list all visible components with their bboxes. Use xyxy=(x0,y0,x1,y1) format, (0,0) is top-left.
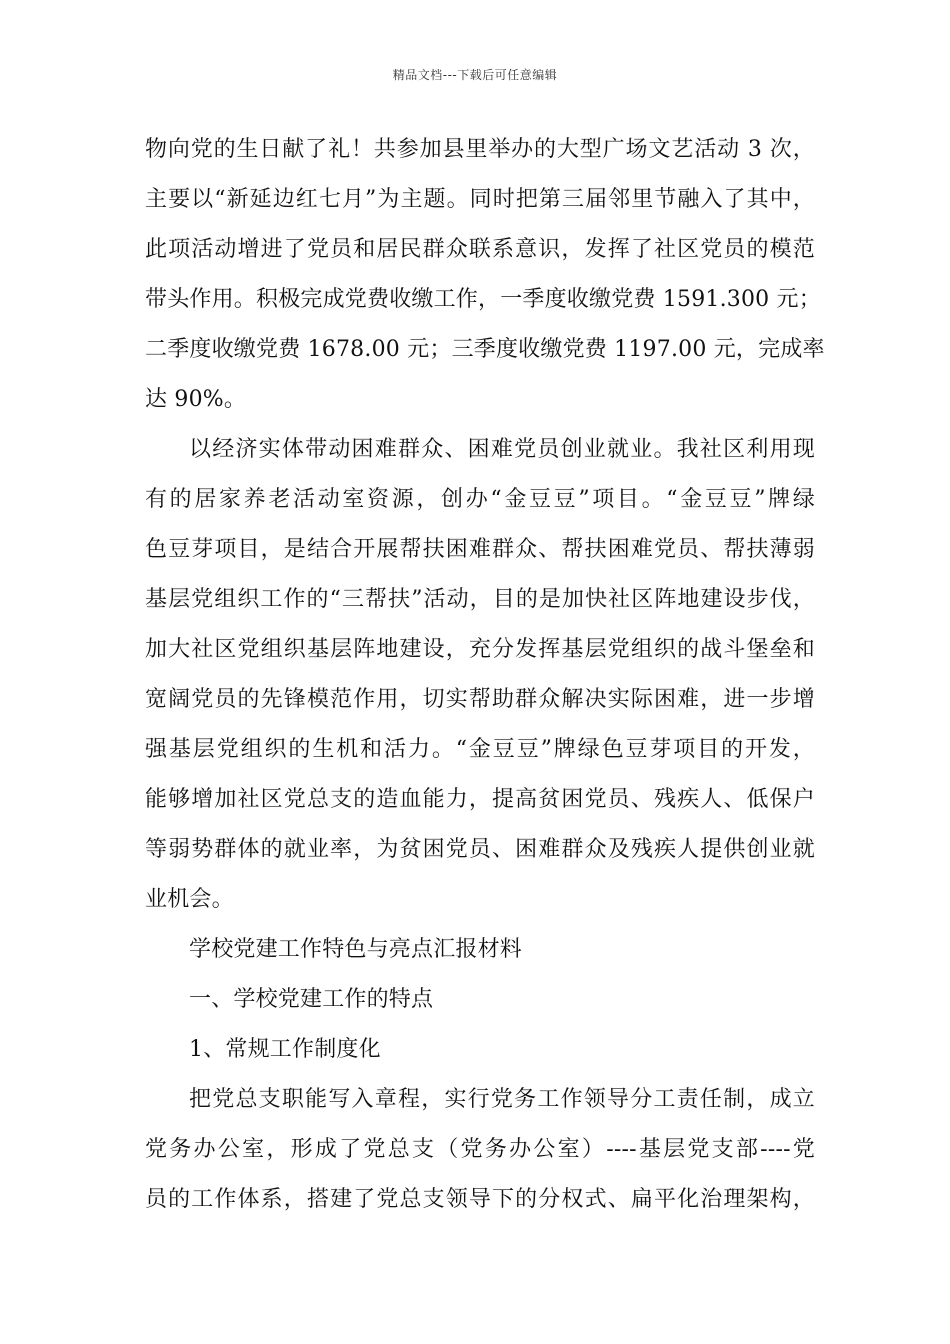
text-line: 物向党的生日献了礼！共参加县里举办的大型广场文艺活动 3 次， xyxy=(145,137,815,162)
text-line: 达 90%。 xyxy=(145,387,247,412)
text-line: 色豆芽项目，是结合开展帮扶困难群众、帮扶困难党员、帮扶薄弱 xyxy=(145,537,815,562)
text-line: 强基层党组织的生机和活力。“金豆豆”牌绿色豆芽项目的开发， xyxy=(145,737,815,762)
text-line: 1、常规工作制度化 xyxy=(189,1037,381,1062)
text-line: 等弱势群体的就业率，为贫困党员、困难群众及残疾人提供创业就 xyxy=(145,837,815,862)
text-line: 加大社区党组织基层阵地建设，充分发挥基层党组织的战斗堡垒和 xyxy=(145,637,815,662)
text-line: 业机会。 xyxy=(145,887,234,912)
text-line: 主要以“新延边红七月”为主题。同时把第三届邻里节融入了其中， xyxy=(145,187,815,212)
text-line: 一、学校党建工作的特点 xyxy=(189,987,434,1012)
text-line: 有的居家养老活动室资源，创办“金豆豆”项目。“金豆豆”牌绿 xyxy=(145,487,815,512)
text-line: 学校党建工作特色与亮点汇报材料 xyxy=(189,937,523,962)
text-line: 把党总支职能写入章程，实行党务工作领导分工责任制，成立 xyxy=(189,1087,815,1112)
text-line: 基层党组织工作的“三帮扶”活动，目的是加快社区阵地建设步伐， xyxy=(145,587,815,612)
text-line: 能够增加社区党总支的造血能力，提高贫困党员、残疾人、低保户 xyxy=(145,787,815,812)
text-line: 带头作用。积极完成党费收缴工作，一季度收缴党费 1591.300 元； xyxy=(145,287,821,312)
document-body xyxy=(145,128,825,1228)
page-header: 精品文档---下载后可任意编辑 xyxy=(392,68,558,82)
text-line: 员的工作体系，搭建了党总支领导下的分权式、扁平化治理架构， xyxy=(145,1187,815,1212)
text-line: 二季度收缴党费 1678.00 元；三季度收缴党费 1197.00 元，完成率 xyxy=(145,337,825,362)
text-line: 党务办公室，形成了党总支（党务办公室）----基层党支部----党 xyxy=(145,1137,815,1162)
text-line: 宽阔党员的先锋模范作用，切实帮助群众解决实际困难，进一步增 xyxy=(145,687,815,712)
text-line: 以经济实体带动困难群众、困难党员创业就业。我社区利用现 xyxy=(189,437,815,462)
text-line: 此项活动增进了党员和居民群众联系意识，发挥了社区党员的模范 xyxy=(145,237,815,262)
